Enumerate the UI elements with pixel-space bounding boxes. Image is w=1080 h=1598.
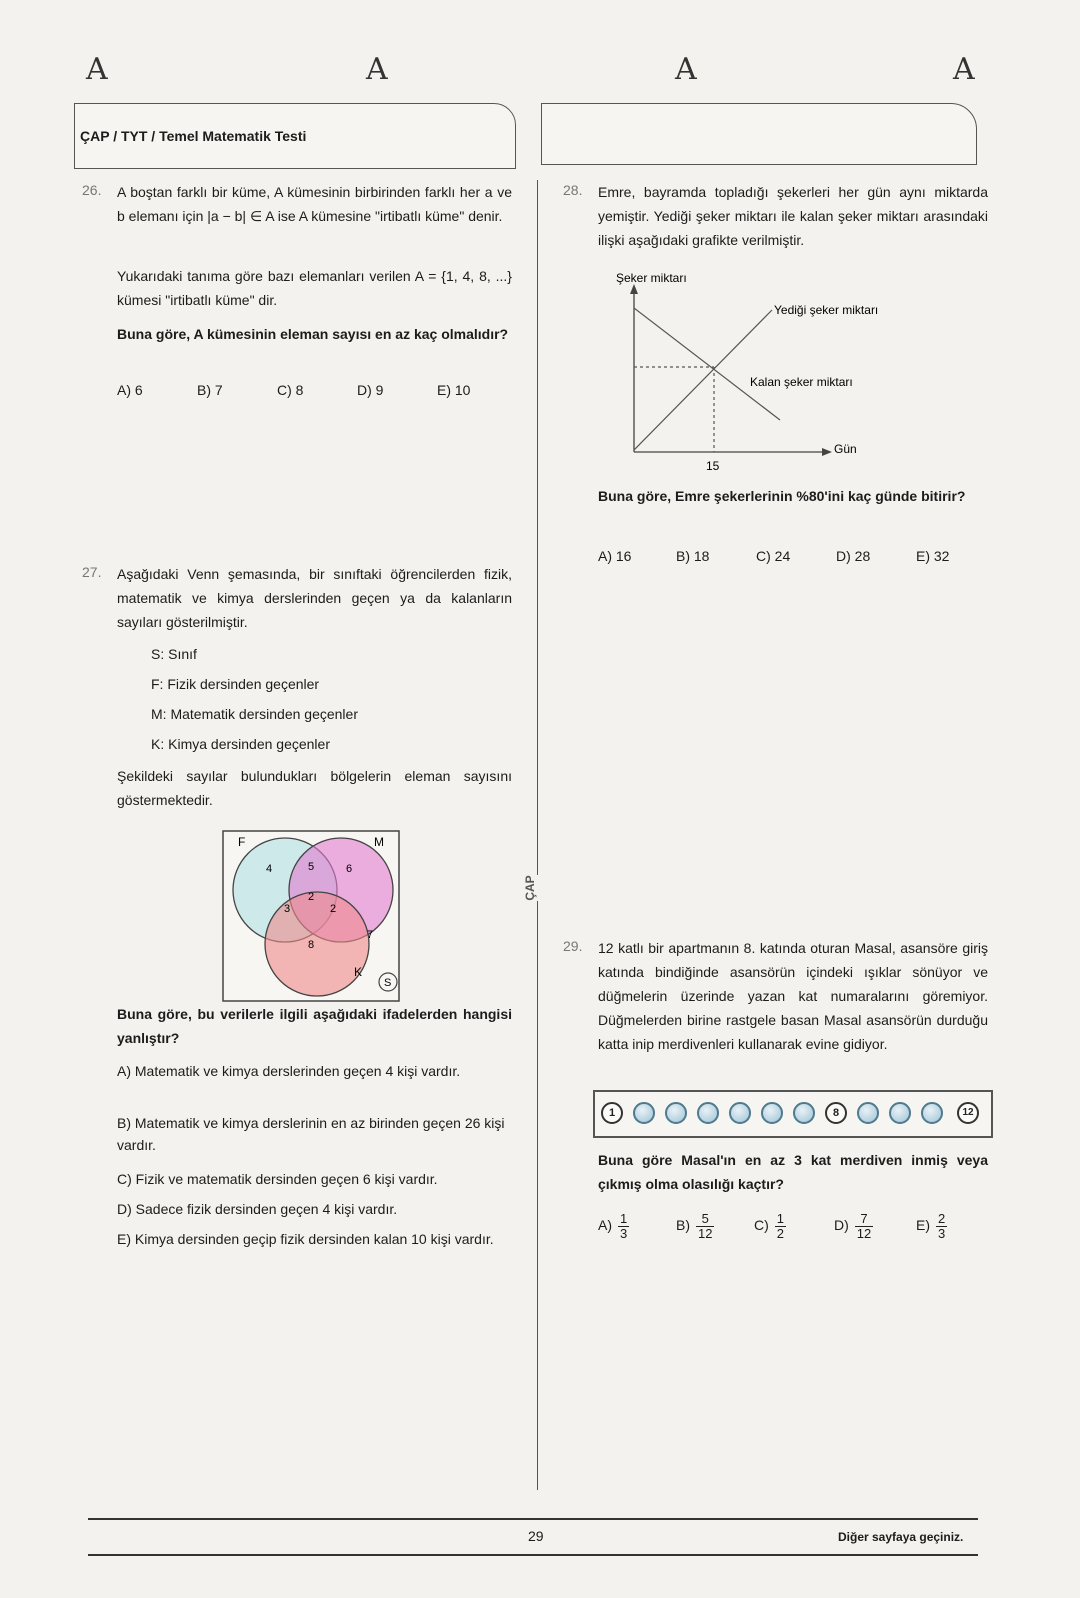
- question-number: 29.: [563, 938, 583, 954]
- fraction-numerator: 1: [620, 1211, 628, 1226]
- next-page-note: Diğer sayfaya geçiniz.: [838, 1530, 964, 1544]
- elevator-button[interactable]: [665, 1102, 687, 1124]
- answer-choice[interactable]: E) 10: [437, 382, 471, 398]
- legend-item: F: Fizik dersinden geçenler: [151, 676, 320, 692]
- choice-label: E): [916, 1217, 930, 1234]
- answer-choice[interactable]: C) 8: [277, 382, 304, 398]
- fraction-denominator: 2: [776, 1226, 785, 1241]
- answer-choice[interactable]: E) 32: [916, 548, 950, 564]
- fraction-numerator: 2: [938, 1211, 946, 1226]
- legend-item: M: Matematik dersinden geçenler: [151, 706, 358, 722]
- answer-choice[interactable]: [754, 1212, 786, 1241]
- answer-option[interactable]: E) Kimya dersinden geçip fizik dersinden kalan 10 kişi vardır.: [117, 1231, 494, 1247]
- fraction: [855, 1212, 873, 1241]
- fraction: [936, 1212, 947, 1241]
- graph-line-label: Yediği şeker miktarı: [774, 303, 879, 317]
- page-letter: A: [953, 52, 975, 87]
- fraction-numerator: 7: [855, 1212, 873, 1227]
- answer-choice[interactable]: B) 7: [197, 382, 223, 398]
- elevator-button[interactable]: [793, 1102, 815, 1124]
- question-prompt: Buna göre, Emre şekerlerinin %80'ini kaç günde bitirir?: [598, 488, 966, 504]
- choice-label: B): [676, 1217, 690, 1234]
- venn-region-value: 4: [266, 863, 273, 875]
- elevator-button-1[interactable]: 1: [601, 1102, 623, 1124]
- elevator-button[interactable]: [633, 1102, 655, 1124]
- venn-region-value: 7: [367, 929, 374, 941]
- fraction: [775, 1212, 786, 1241]
- elevator-button[interactable]: [761, 1102, 783, 1124]
- fraction-denominator: 12: [856, 1226, 872, 1241]
- answer-choice[interactable]: D) 9: [357, 382, 384, 398]
- answer-choice[interactable]: B) 18: [676, 548, 710, 564]
- venn-region-value: 5: [308, 861, 315, 873]
- venn-region-value: 2: [308, 891, 315, 903]
- graph-y-arrow: [630, 284, 638, 294]
- elevator-button[interactable]: [921, 1102, 943, 1124]
- fraction-denominator: 12: [698, 1226, 713, 1241]
- choice-label: C): [754, 1217, 769, 1234]
- elevator-button[interactable]: [697, 1102, 719, 1124]
- graph-y-label: Şeker miktarı: [616, 271, 687, 285]
- question-text: Emre, bayramda topladığı şekerleri her gün aynı miktarda yemiştir. Yediği şeker miktarı ile kalan şeker miktarı arasındaki ilişki aşağıdaki grafikte verilmiştir.: [598, 184, 988, 248]
- answer-choice[interactable]: [916, 1212, 947, 1241]
- fraction-numerator: 5: [696, 1212, 714, 1227]
- footer-line-bottom: [88, 1554, 978, 1556]
- question-text: 12 katlı bir apartmanın 8. katında oturan Masal, asansöre giriş katında bindiğinde asansörün içindeki ışıklar sönüyor ve düğmelerin üzerinde yazan kat numaralarını göremiyor. Düğmelerden birine rastgele basan Masal asansörün durduğu katta inip merdivenleri kullanarak evine gidiyor.: [598, 940, 988, 1052]
- graph-x-arrow: [822, 448, 832, 456]
- column-divider: [537, 180, 538, 1490]
- legend-item: S: Sınıf: [151, 646, 197, 662]
- answer-choice[interactable]: A) 16: [598, 548, 632, 564]
- answer-option[interactable]: C) Fizik ve matematik dersinden geçen 6 kişi vardır.: [117, 1171, 438, 1187]
- header-box-right: [541, 103, 977, 165]
- answer-option[interactable]: D) Sadece fizik dersinden geçen 4 kişi vardır.: [117, 1201, 398, 1217]
- fraction-denominator: 3: [938, 1226, 946, 1241]
- footer-line-top: [88, 1518, 978, 1520]
- venn-region-value: 2: [330, 903, 337, 915]
- venn-region-value: 3: [284, 903, 291, 915]
- venn-label-m: M: [374, 835, 384, 849]
- elevator-button[interactable]: [857, 1102, 879, 1124]
- question-prompt: Buna göre, bu verilerle ilgili aşağıdaki ifadelerden hangisi yanlıştır?: [117, 1006, 512, 1046]
- answer-choice[interactable]: [834, 1212, 873, 1241]
- question-text: Şekildeki sayılar bulundukları bölgelerin eleman sayısını göstermektedir.: [117, 768, 512, 808]
- answer-option[interactable]: A) Matematik ve kimya derslerinden geçen 4 kişi vardır.: [117, 1063, 461, 1079]
- elevator-button-panel: [593, 1090, 993, 1138]
- fraction-numerator: 1: [776, 1211, 785, 1226]
- answer-choice[interactable]: [676, 1212, 714, 1241]
- question-prompt: Buna göre Masal'ın en az 3 kat merdiven inmiş veya çıkmış olma olasılığı kaçtır?: [598, 1152, 988, 1192]
- elevator-button-8[interactable]: 8: [825, 1102, 847, 1124]
- answer-choice[interactable]: C) 24: [756, 548, 791, 564]
- question-text: A boştan farklı bir küme, A kümesinin birbirinden farklı her a ve b elemanı için |a − b| ∈ A ise A kümesine "irtibatlı küme" denir.: [117, 184, 512, 224]
- venn-label-k: K: [354, 965, 363, 979]
- page-letter: A: [675, 52, 697, 87]
- elevator-button-12[interactable]: 12: [957, 1102, 979, 1124]
- choice-label: A): [598, 1217, 612, 1234]
- page-letter: A: [86, 52, 108, 87]
- question-prompt: Buna göre, A kümesinin eleman sayısı en az kaç olmalıdır?: [117, 326, 509, 342]
- venn-diagram: [222, 830, 400, 1002]
- venn-set-k: [265, 892, 369, 996]
- venn-region-value: 6: [346, 863, 353, 875]
- answer-choice[interactable]: D) 28: [836, 548, 871, 564]
- fraction-denominator: 3: [620, 1226, 628, 1241]
- fraction: [696, 1212, 714, 1241]
- question-number: 26.: [82, 182, 102, 198]
- legend-item: K: Kimya dersinden geçenler: [151, 736, 330, 752]
- answer-choice[interactable]: [598, 1212, 629, 1241]
- fraction: [618, 1212, 629, 1241]
- question-number: 28.: [563, 182, 583, 198]
- venn-region-value: 8: [308, 939, 315, 951]
- graph-line-label: Kalan şeker miktarı: [750, 375, 853, 389]
- page-letter: A: [366, 52, 388, 87]
- page-title: ÇAP / TYT / Temel Matematik Testi: [80, 128, 307, 144]
- page-number: 29: [528, 1528, 544, 1544]
- candy-graph: [610, 270, 910, 482]
- choice-label: D): [834, 1217, 849, 1234]
- side-label: ÇAP: [517, 875, 557, 901]
- graph-x-label: Gün: [834, 442, 857, 456]
- elevator-button[interactable]: [729, 1102, 751, 1124]
- answer-choice[interactable]: A) 6: [117, 382, 143, 398]
- question-text: Aşağıdaki Venn şemasında, bir sınıftaki öğrencilerden fizik, matematik ve kimya derslerinden geçen ya da kalanların sayıları gösterilmiştir.: [117, 566, 512, 630]
- venn-label-f: F: [238, 835, 246, 849]
- graph-x-tick: 15: [706, 459, 720, 473]
- question-number: 27.: [82, 564, 102, 580]
- elevator-button[interactable]: [889, 1102, 911, 1124]
- answer-option[interactable]: B) Matematik ve kimya derslerinin en az birinden geçen 26 kişi vardır.: [117, 1115, 505, 1153]
- venn-label-s: S: [384, 977, 392, 989]
- question-text: Yukarıdaki tanıma göre bazı elemanları verilen A = {1, 4, 8, ...} kümesi "irtibatlı küme" dir.: [117, 268, 512, 308]
